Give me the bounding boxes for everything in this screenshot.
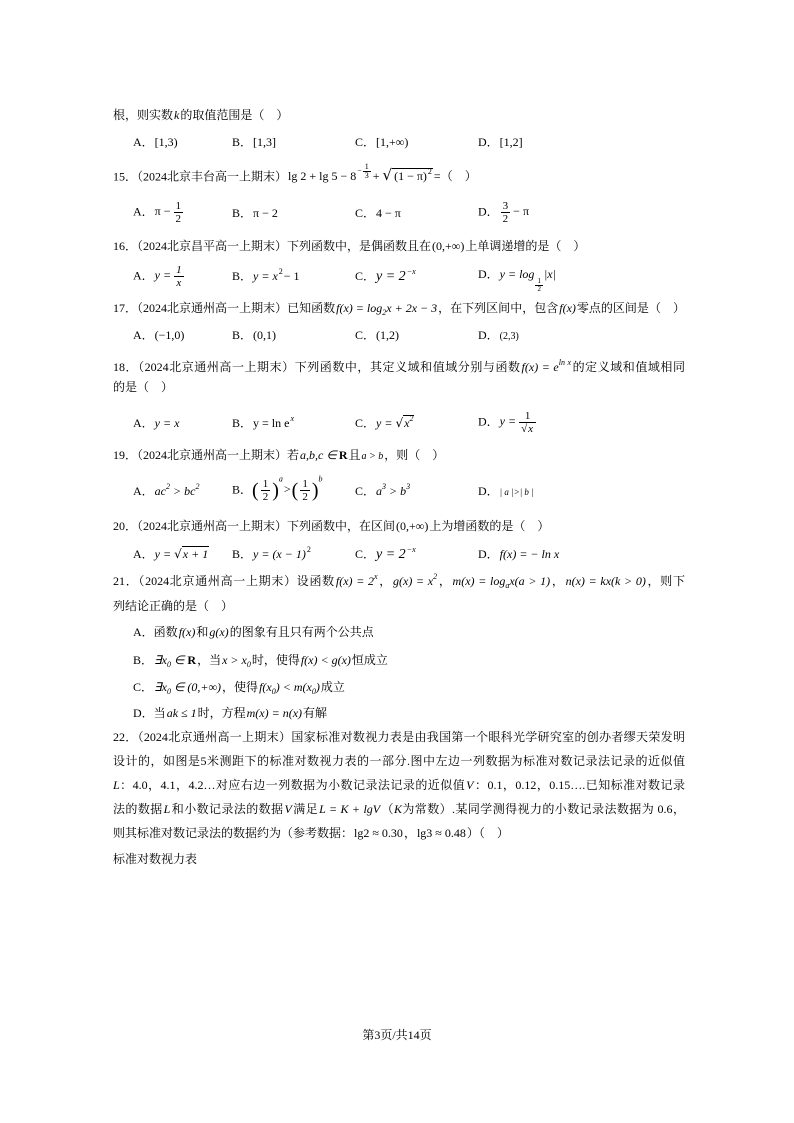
exponent: 2 bbox=[166, 482, 170, 491]
q14-stem bbox=[113, 106, 288, 124]
separator: ， bbox=[378, 574, 392, 588]
page-number: 第3页/共14页 bbox=[362, 1028, 432, 1042]
math-expression: f(x) < g(x) bbox=[300, 653, 351, 667]
caption-text: 标准对数视力表 bbox=[113, 852, 198, 866]
option-label: D． bbox=[478, 547, 499, 561]
math-expression: (1 − π) bbox=[394, 169, 427, 184]
stem-text: 为常数）.某同学测得视力的小数记录法数据为 0.6， bbox=[401, 802, 685, 816]
q16-option-c bbox=[355, 267, 416, 286]
denominator: 2 bbox=[537, 284, 541, 293]
q18-option-d bbox=[478, 410, 538, 435]
q22-stem-line-2 bbox=[113, 752, 685, 770]
stem-text: 若 bbox=[287, 448, 300, 462]
exponent-fraction bbox=[363, 163, 371, 180]
stem-text: 满足 bbox=[292, 802, 319, 816]
q16-option-d bbox=[478, 265, 557, 293]
q18-option-c bbox=[355, 414, 414, 432]
numerator: 1 bbox=[364, 162, 369, 171]
math-variable: V bbox=[284, 802, 292, 816]
q21-option-b bbox=[133, 651, 388, 669]
denominator: 3 bbox=[364, 171, 369, 180]
math-text: ∈ bbox=[173, 653, 185, 667]
option-value: (1,2) bbox=[376, 328, 400, 342]
stem-text: ：0.1，0.12，0.15….已知标准对数记录 bbox=[474, 778, 685, 792]
question-number: 16． bbox=[113, 239, 138, 253]
function-f bbox=[336, 574, 378, 588]
stem-text: ，则下 bbox=[646, 574, 685, 588]
q19-option-c bbox=[355, 482, 411, 500]
q18-stem-line-2 bbox=[113, 378, 173, 396]
math-expression: − 1 bbox=[283, 269, 300, 283]
radicand bbox=[392, 168, 433, 183]
q20-option-c bbox=[355, 545, 416, 564]
math-expression: − π bbox=[513, 204, 529, 219]
option-label: D． bbox=[478, 328, 499, 342]
numerator: 1 bbox=[302, 478, 308, 490]
math-expression: a,b,c ∈ bbox=[300, 448, 337, 462]
option-label: B． bbox=[232, 269, 253, 283]
fraction bbox=[174, 200, 184, 225]
q19-option-b bbox=[232, 474, 323, 503]
exponent: 3 bbox=[406, 482, 411, 491]
math-variable: K bbox=[393, 802, 402, 816]
denominator: x bbox=[174, 276, 184, 289]
q15-option-c bbox=[355, 204, 402, 222]
option-text: ，使得 bbox=[222, 680, 259, 694]
option-value: [1,3] bbox=[253, 135, 277, 149]
q14-option-c bbox=[355, 133, 409, 151]
stem-text: 上单调递增的是（ ） bbox=[465, 239, 586, 253]
option-label: D． bbox=[478, 484, 499, 498]
math-expression: y = bbox=[376, 416, 393, 430]
question-source: （2024北京通州高一上期末） bbox=[137, 730, 292, 744]
option-text: 时，方程 bbox=[197, 706, 246, 720]
subscript: 0 bbox=[311, 687, 316, 696]
option-label: D． bbox=[478, 267, 499, 281]
question-source: （2024北京通州高一上期末） bbox=[137, 301, 288, 315]
radicand bbox=[403, 415, 414, 430]
radicand: x + 1 bbox=[182, 547, 209, 561]
math-expression: x + 2x − 3 bbox=[386, 301, 438, 315]
math-text: ac bbox=[154, 484, 166, 498]
math-expression: L = K + lgV bbox=[319, 802, 381, 816]
option-value: (0,1) bbox=[253, 328, 277, 342]
stem-text: 则其标准对数记录法的数据约为（参考数据： bbox=[113, 826, 354, 840]
denominator: 2 bbox=[502, 213, 509, 225]
exponent bbox=[357, 163, 372, 180]
q21-stem-line-1 bbox=[113, 572, 685, 590]
function-expression bbox=[522, 360, 572, 374]
q20-option-a bbox=[133, 545, 209, 563]
q14-option-d bbox=[478, 133, 524, 151]
sqrt-symbol: √ bbox=[395, 416, 404, 430]
math-expression: y = x bbox=[253, 269, 278, 283]
option-label: B． bbox=[232, 416, 253, 430]
question-number: 19． bbox=[113, 448, 138, 462]
math-text: ) bbox=[315, 680, 320, 694]
math-expression bbox=[259, 680, 320, 694]
option-label: B． bbox=[232, 547, 253, 561]
q15-option-a bbox=[133, 200, 185, 225]
stem-text: 和小数记录法的数据 bbox=[171, 802, 284, 816]
question-source: （2024北京通州高一上期末） bbox=[138, 360, 295, 374]
math-expression bbox=[222, 653, 251, 667]
real-set-symbol: R bbox=[187, 653, 197, 667]
q20-option-b bbox=[232, 545, 311, 563]
q20-option-d bbox=[478, 545, 560, 563]
sqrt-symbol: √ bbox=[174, 547, 182, 561]
numerator: 1 bbox=[175, 200, 181, 212]
option-value: | a |>| b | bbox=[499, 487, 534, 497]
option-label: D． bbox=[478, 204, 499, 219]
stem-text: 且 bbox=[348, 448, 361, 462]
option-label: A． bbox=[133, 328, 154, 342]
real-set-symbol: R bbox=[338, 448, 348, 462]
fraction bbox=[535, 278, 543, 293]
exponent: 2 bbox=[195, 482, 200, 491]
fraction bbox=[261, 478, 271, 503]
function-m bbox=[453, 574, 551, 588]
question-number: 15． bbox=[113, 169, 138, 184]
math-variable: k bbox=[174, 108, 180, 122]
fraction bbox=[519, 410, 536, 435]
math-text: ∃x bbox=[154, 653, 167, 667]
option-label: C． bbox=[355, 484, 376, 498]
stem-text: 下列函数中，是偶函数且在 bbox=[287, 239, 432, 253]
option-value: 4 − π bbox=[376, 206, 401, 220]
question-number: 17． bbox=[113, 301, 138, 315]
q21-option-c bbox=[133, 678, 345, 696]
math-text: > bc bbox=[173, 484, 196, 498]
option-label: B． bbox=[232, 135, 253, 149]
math-text: a bbox=[376, 484, 383, 498]
numerator: 1 bbox=[262, 478, 269, 490]
math-variable: V bbox=[466, 778, 474, 792]
function-g bbox=[393, 574, 437, 588]
question-source: （2024北京通州高一上期末） bbox=[138, 574, 297, 588]
option-label: C． bbox=[355, 206, 376, 220]
denominator: 2 bbox=[262, 491, 269, 503]
option-label: D． bbox=[133, 706, 154, 720]
option-value: [1,+∞) bbox=[376, 135, 409, 149]
math-text: g(x) = x bbox=[393, 574, 434, 588]
math-expression: m(x) = n(x) bbox=[246, 706, 303, 720]
stem-text: ：4.0，4.1，4.2…对应右边一列数据为小数记录法记录的近似值 bbox=[119, 778, 466, 792]
math-expression: f(x) bbox=[178, 625, 196, 639]
math-text: ∃x bbox=[154, 680, 167, 694]
fraction bbox=[300, 478, 310, 503]
q14-option-a bbox=[133, 133, 179, 151]
stem-text: 根，则实数 bbox=[113, 108, 174, 122]
option-text: 函数 bbox=[153, 625, 178, 639]
option-label: C． bbox=[355, 135, 376, 149]
q18-stem-line-1 bbox=[113, 358, 685, 376]
math-expression: y = 2 bbox=[376, 269, 406, 284]
subscript: 0 bbox=[166, 660, 171, 669]
stem-text: 法的数据 bbox=[113, 802, 163, 816]
option-text: 时，使得 bbox=[251, 653, 300, 667]
separator: ， bbox=[551, 574, 565, 588]
q16-option-a bbox=[133, 264, 186, 289]
fraction bbox=[501, 200, 511, 225]
option-text: 和 bbox=[196, 625, 209, 639]
option-label: A． bbox=[133, 135, 154, 149]
option-label: C． bbox=[355, 269, 376, 283]
stem-text: 的取值范围是（ ） bbox=[180, 108, 289, 122]
exponent: 2 bbox=[427, 167, 432, 177]
subscript: 0 bbox=[271, 687, 276, 696]
option-label: A． bbox=[133, 484, 154, 498]
left-paren: ( bbox=[252, 479, 259, 502]
math-expression: y = bbox=[154, 547, 172, 561]
denominator bbox=[519, 422, 536, 435]
q20-stem bbox=[113, 517, 549, 535]
radicand: x bbox=[528, 423, 534, 435]
q17-option-c bbox=[355, 326, 400, 344]
separator: ， bbox=[438, 574, 452, 588]
math-text: f(x bbox=[259, 680, 272, 694]
q16-option-b bbox=[232, 267, 301, 285]
question-number: 22． bbox=[113, 730, 138, 744]
q21-option-d bbox=[133, 704, 327, 722]
q17-option-d bbox=[478, 326, 520, 346]
log-base: a bbox=[505, 581, 510, 590]
sqrt-symbol: √ bbox=[382, 166, 393, 185]
sqrt-symbol: √ bbox=[521, 423, 528, 435]
exponent: −x bbox=[406, 545, 416, 554]
math-expression bbox=[154, 680, 221, 694]
subscript: 0 bbox=[246, 660, 251, 669]
numerator: 3 bbox=[502, 200, 509, 212]
question-number: 20． bbox=[113, 519, 138, 533]
stem-text: ）（ ） bbox=[466, 826, 509, 840]
option-text: ，当 bbox=[197, 653, 222, 667]
math-expression: π − bbox=[154, 204, 171, 219]
option-text: 的图象有且只有两个公共点 bbox=[229, 625, 374, 639]
math-expression: y = 2 bbox=[376, 547, 406, 562]
math-expression: y = log bbox=[499, 267, 535, 281]
math-text: m(x) = log bbox=[452, 574, 506, 588]
stem-text: 零点的区间是（ ） bbox=[576, 301, 685, 315]
stem-text: ，则（ ） bbox=[384, 448, 445, 462]
question-number: 21． bbox=[113, 574, 139, 588]
exponent: x bbox=[290, 414, 295, 423]
stem-text: 已知函数 bbox=[287, 301, 336, 315]
q17-stem bbox=[113, 299, 685, 317]
stem-text: 下列函数中，其定义域和值域分别与函数 bbox=[294, 360, 521, 374]
q22-stem-line-1 bbox=[113, 728, 685, 746]
math-expression: ak ≤ 1 bbox=[166, 706, 197, 720]
q15-option-b bbox=[232, 204, 279, 222]
stem-text: 下列函数中，在区间 bbox=[287, 519, 396, 533]
q19-stem bbox=[113, 446, 444, 466]
denominator: 2 bbox=[302, 491, 308, 503]
stem-text: ， bbox=[403, 826, 416, 840]
exponent: −x bbox=[406, 267, 416, 276]
exponent: b bbox=[318, 474, 323, 484]
q17-option-a bbox=[133, 326, 185, 344]
q22-stem-line-3 bbox=[113, 776, 685, 794]
math-expression: lg2 ≈ 0.30 bbox=[354, 826, 403, 840]
question-number: 18． bbox=[113, 360, 139, 374]
option-text: 有解 bbox=[303, 706, 328, 720]
exponent: 2 bbox=[278, 267, 283, 276]
math-expression: y = ln e bbox=[253, 416, 290, 430]
q18-option-b bbox=[232, 414, 294, 432]
math-expression: f(x) = log bbox=[336, 301, 383, 315]
stem-text: 的是（ ） bbox=[113, 380, 174, 394]
q17-option-b bbox=[232, 326, 277, 344]
math-expression bbox=[154, 653, 196, 667]
numerator: 1 bbox=[524, 410, 531, 422]
option-label: C． bbox=[355, 416, 376, 430]
math-variable: L bbox=[163, 802, 171, 816]
exponent: 2 bbox=[409, 414, 414, 423]
option-label: D． bbox=[478, 135, 499, 149]
math-expression: lg3 ≈ 0.48 bbox=[416, 826, 466, 840]
option-label: A． bbox=[133, 416, 154, 430]
exponent: 3 bbox=[382, 482, 387, 491]
option-label: B． bbox=[232, 328, 253, 342]
option-text: 恒成立 bbox=[351, 653, 388, 667]
exponent: a bbox=[278, 474, 283, 484]
math-expression: y = bbox=[499, 414, 517, 429]
q19-option-a bbox=[133, 482, 200, 500]
option-value: [1,3) bbox=[154, 135, 178, 149]
right-paren: ) bbox=[311, 479, 319, 502]
stem-text: 上为增函数的是（ ） bbox=[429, 519, 550, 533]
stem-text: 的定义域和值域相同 bbox=[572, 360, 685, 374]
fraction bbox=[174, 264, 184, 289]
q15-stem bbox=[113, 163, 478, 185]
q15-option-d bbox=[478, 200, 530, 225]
math-expression bbox=[155, 484, 200, 498]
exponent: 2 bbox=[433, 572, 438, 581]
option-text: 当 bbox=[153, 706, 166, 720]
q16-stem bbox=[113, 237, 585, 255]
function-n: n(x) = kx(k > 0) bbox=[565, 574, 646, 588]
option-value: (−1,0) bbox=[154, 328, 185, 342]
stem-text: 设函数 bbox=[296, 574, 335, 588]
log-base bbox=[535, 278, 543, 293]
option-label: A． bbox=[133, 268, 154, 283]
option-value: π − 2 bbox=[253, 206, 278, 220]
math-expression: y = bbox=[154, 268, 172, 283]
numerator: 1 bbox=[176, 264, 182, 276]
interval: (0,+∞) bbox=[432, 239, 465, 253]
math-expression: lg 2 + lg 5 − 8 bbox=[288, 169, 357, 184]
exponent-sign: − bbox=[357, 166, 362, 176]
question-source: （2024北京通州高一上期末） bbox=[137, 519, 288, 533]
q21-option-a bbox=[133, 623, 374, 641]
math-text: > b bbox=[389, 484, 407, 498]
option-label: C． bbox=[355, 328, 376, 342]
math-expression: a > b bbox=[361, 451, 384, 462]
question-source: （2024北京丰台高一上期末） bbox=[137, 169, 288, 184]
math-expression: f(x) bbox=[559, 301, 576, 315]
option-value: (2,3) bbox=[499, 331, 519, 342]
math-variable: x bbox=[404, 416, 410, 430]
math-operator: + bbox=[372, 169, 380, 184]
stem-text: 设计的，如图是5米测距下的标准对数视力表的一部分.图中左边一列数据为标准对数记录法记录的近似值 bbox=[113, 754, 685, 768]
page-footer bbox=[0, 1026, 794, 1044]
denominator: 2 bbox=[175, 213, 181, 225]
option-value: f(x) = − ln x bbox=[499, 547, 560, 561]
q21-stem-line-2 bbox=[113, 597, 233, 615]
option-value: y = x bbox=[154, 416, 180, 430]
math-expression: f(x) = e bbox=[521, 360, 559, 374]
math-expression bbox=[376, 484, 410, 498]
interval: (0,+∞) bbox=[396, 519, 429, 533]
q22-stem-line-4 bbox=[113, 800, 685, 818]
stem-text: 列结论正确的是（ ） bbox=[113, 599, 234, 613]
numerator: 1 bbox=[537, 276, 541, 285]
option-label: A． bbox=[133, 625, 154, 639]
option-label: A． bbox=[133, 547, 154, 561]
math-operator: > bbox=[283, 482, 291, 497]
question-source: （2024北京昌平高一上期末） bbox=[137, 239, 288, 253]
q22-stem-line-5 bbox=[113, 824, 509, 842]
math-expression: y = (x − 1) bbox=[253, 547, 306, 561]
option-label: A． bbox=[133, 204, 154, 219]
option-label: D． bbox=[478, 414, 499, 429]
math-text: x(a > 1) bbox=[509, 574, 551, 588]
stem-text: 国家标准对数视力表是由我国第一个眼科光学研究室的创办者缪天荣发明 bbox=[291, 730, 685, 744]
math-expression: |x| bbox=[543, 267, 556, 281]
option-text: 成立 bbox=[320, 680, 345, 694]
question-source: （2024北京通州高一上期末） bbox=[137, 448, 288, 462]
math-text: f(x) = 2 bbox=[335, 574, 375, 588]
exponent: x bbox=[374, 572, 378, 581]
stem-text: ，在下列区间中，包含 bbox=[438, 301, 559, 315]
subscript: 0 bbox=[166, 687, 171, 696]
math-text: x > x bbox=[222, 653, 247, 667]
right-paren: ) bbox=[272, 479, 279, 502]
exponent: ln x bbox=[558, 358, 572, 367]
option-label: B． bbox=[232, 206, 253, 220]
q14-option-b bbox=[232, 133, 277, 151]
option-label: C． bbox=[355, 547, 376, 561]
function-expression bbox=[336, 301, 437, 315]
q18-option-a bbox=[133, 414, 180, 432]
math-text: ) < m(x bbox=[275, 680, 312, 694]
option-value: [1,2] bbox=[499, 135, 523, 149]
left-paren: ( bbox=[291, 479, 299, 502]
option-label: B． bbox=[133, 653, 154, 667]
log-base: 2 bbox=[382, 308, 387, 317]
math-expression: g(x) bbox=[209, 625, 229, 639]
stem-text: =（ ） bbox=[433, 169, 477, 184]
stem-text: （ bbox=[381, 802, 394, 816]
option-label: C． bbox=[133, 680, 154, 694]
exponent: 2 bbox=[306, 545, 311, 554]
option-label: B． bbox=[232, 482, 253, 497]
math-variable: L bbox=[113, 778, 120, 792]
q22-figure-caption bbox=[113, 850, 197, 868]
math-text: ∈ (0,+∞) bbox=[173, 680, 222, 694]
q19-option-d bbox=[478, 482, 535, 501]
